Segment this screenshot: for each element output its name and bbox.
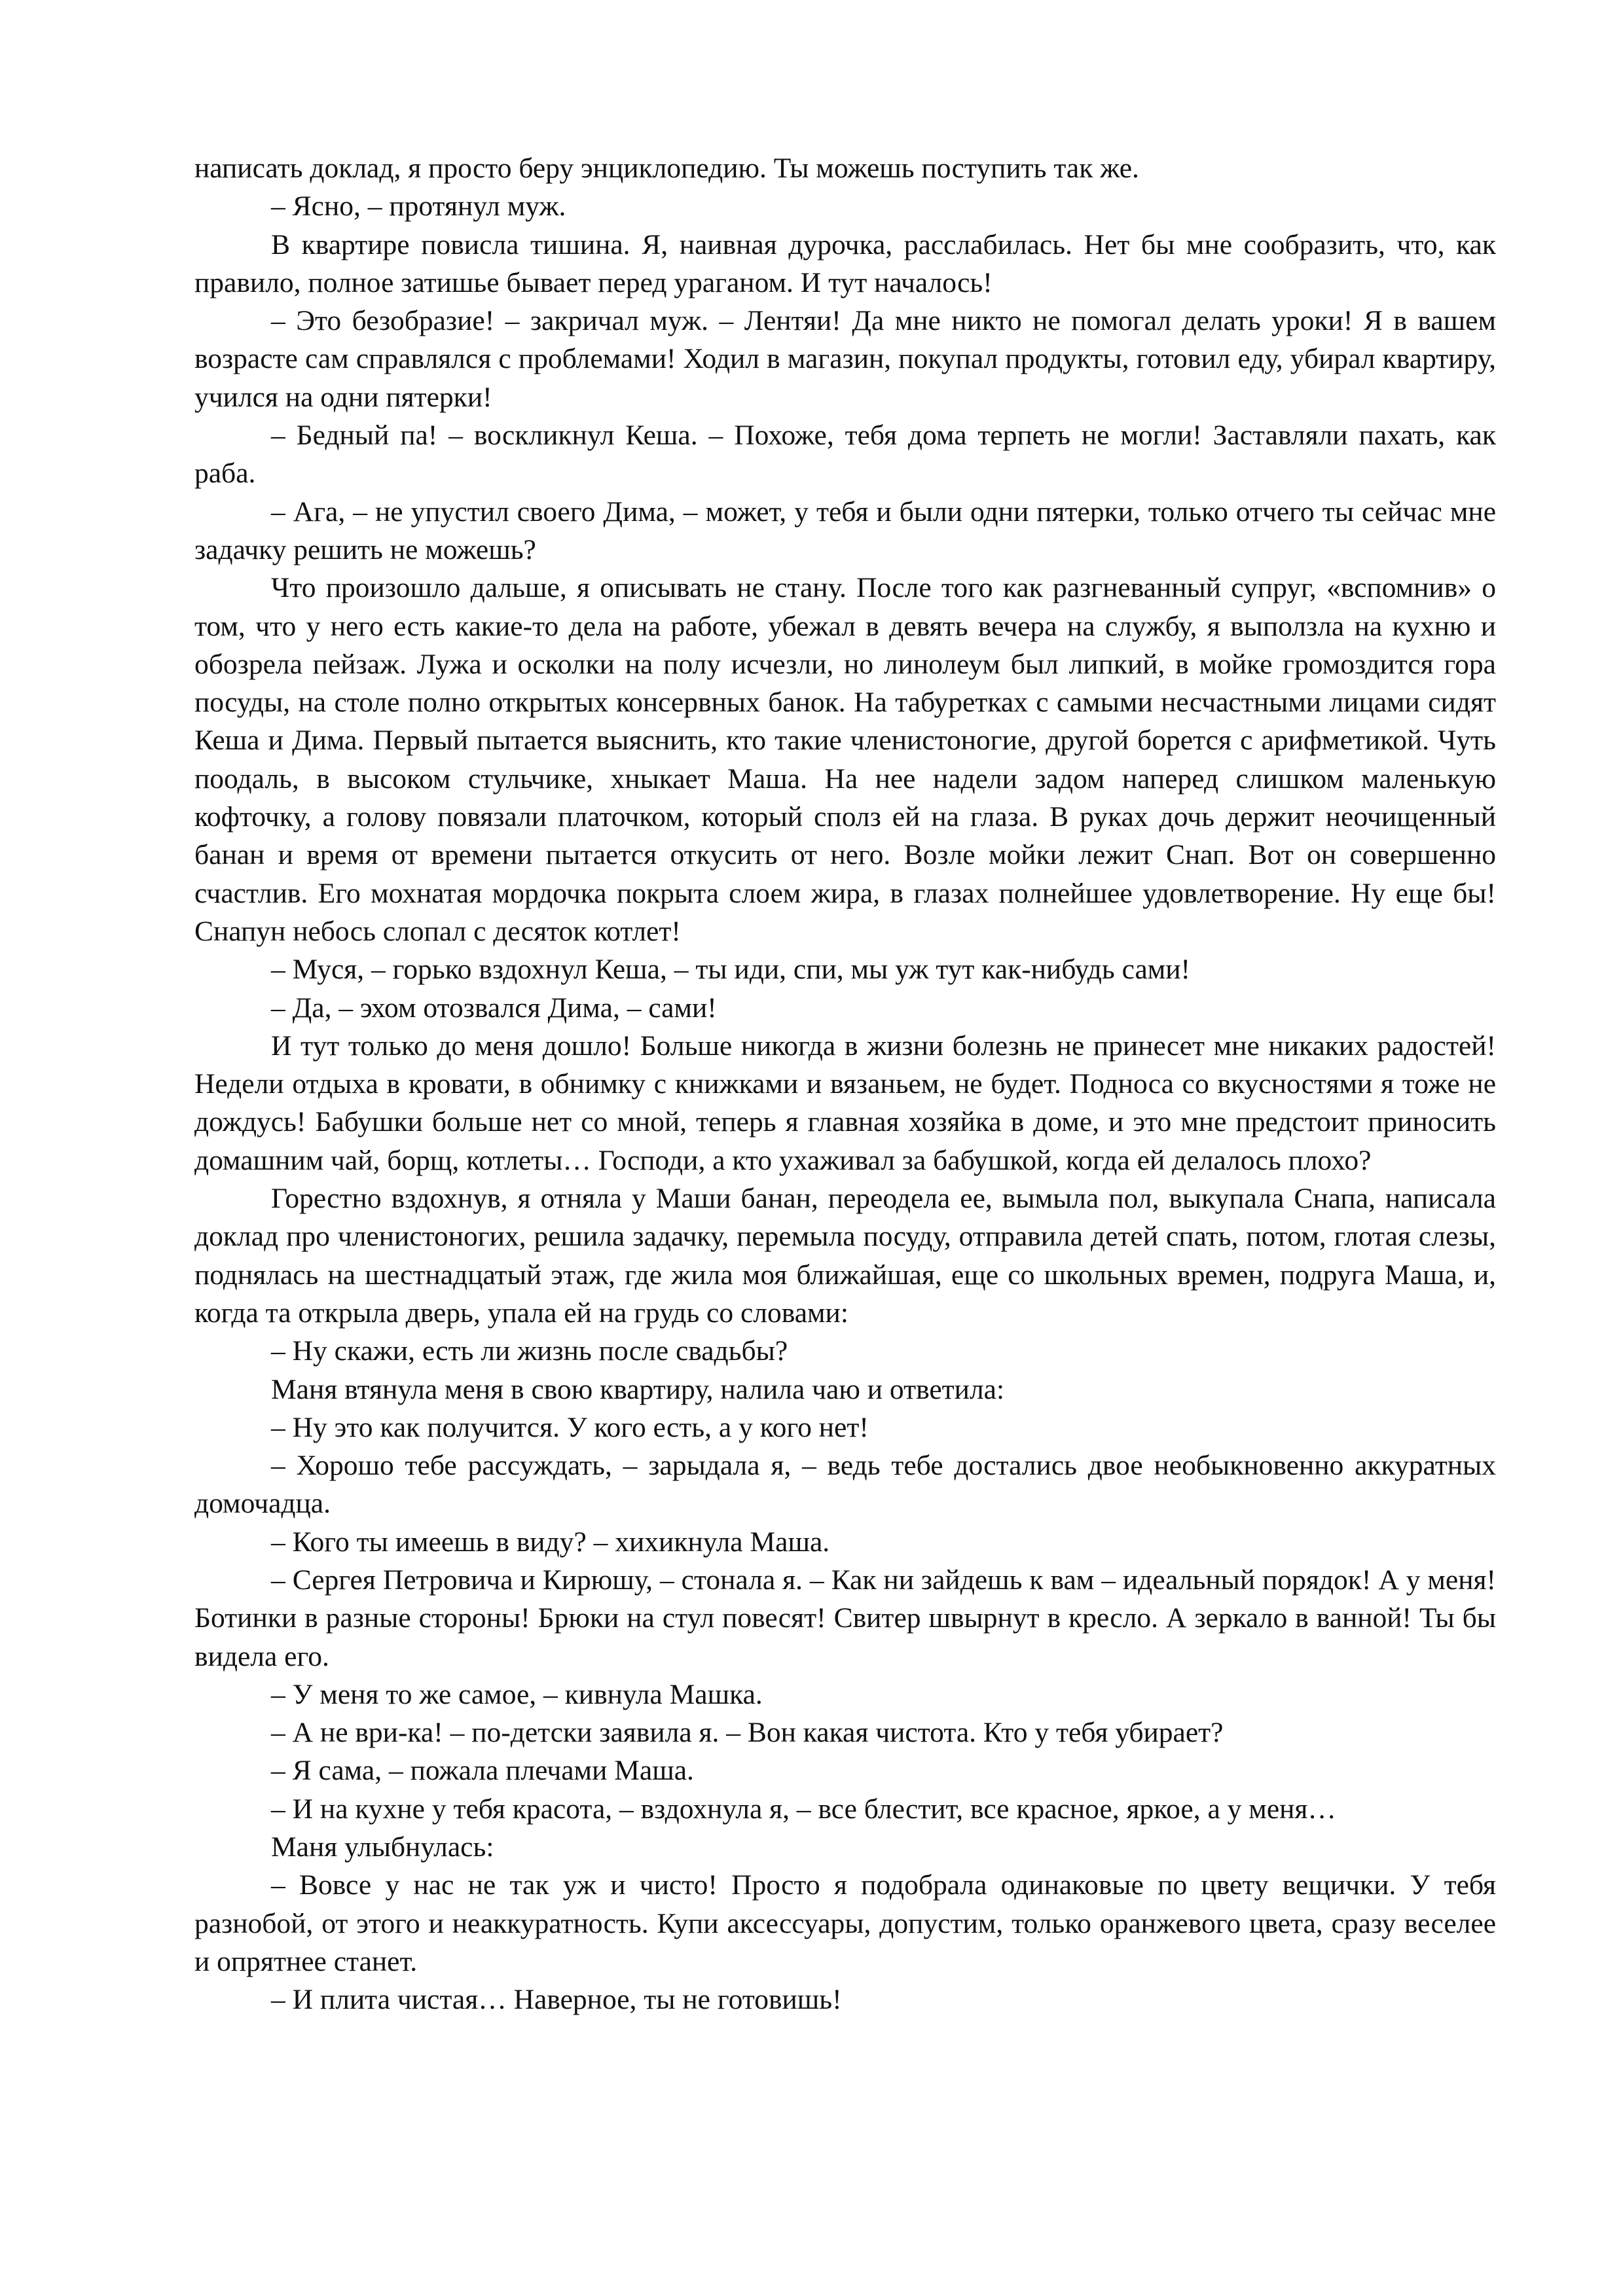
- paragraph: – Бедный па! – воскликнул Кеша. – Похоже, тебя дома терпеть не могли! Заставляли пахать, как раба.: [194, 420, 1496, 490]
- paragraph: – Кого ты имеешь в виду? – хихикнула Маша.: [271, 1526, 830, 1558]
- paragraph: написать доклад, я просто беру энциклопедию. Ты можешь поступить так же.: [194, 152, 1139, 184]
- paragraph: – Да, – эхом отозвался Дима, – сами!: [271, 992, 717, 1024]
- paragraph: Горестно вздохнув, я отняла у Маши банан, переодела ее, вымыла пол, выкупала Снапа, написала доклад про членистоногих, решила задачку, перемыла посуду, отправила детей спать, потом, глотая слезы, поднялась на шестнадцатый этаж, где жила моя ближайшая, еще со школьных времен, подруга Маша, и, когда та открыла дверь, упала ей на грудь со словами:: [194, 1183, 1496, 1329]
- paragraph: – Муся, – горько вздохнул Кеша, – ты иди, спи, мы уж тут как-нибудь сами!: [271, 954, 1191, 986]
- paragraph: – Ну это как получится. У кого есть, а у кого нет!: [271, 1411, 869, 1443]
- paragraph: – И на кухне у тебя красота, – вздохнула я, – все блестит, все красное, яркое, а у меня…: [271, 1793, 1336, 1825]
- paragraph: – Ясно, – протянул муж.: [271, 190, 566, 223]
- paragraph: – Вовсе у нас не так уж и чисто! Просто я подобрала одинаковые по цвету вещички. У тебя разнобой, от этого и неаккуратность. Купи аксессуары, допустим, только оранжевого цвета, сразу веселее и опрятнее станет.: [194, 1869, 1496, 1977]
- paragraph: – И плита чистая… Наверное, ты не готовишь!: [271, 1984, 842, 2016]
- paragraph: – Ну скажи, есть ли жизнь после свадьбы?: [271, 1335, 788, 1367]
- paragraph: Маня втянула меня в свою квартиру, налила чаю и ответила:: [271, 1373, 1005, 1405]
- paragraph: Что произошло дальше, я описывать не стану. После того как разгневанный супруг, «вспомнив» о том, что у него есть какие-то дела на работе, убежал в девять вечера на службу, я выползла на кухню и обозрела пейзаж. Лужа и осколки на полу исчезли, но линолеум был липкий, в мойке громоздится гора посуды, на столе полно открытых консервных банок. На табуретках с самыми несчастными лицами сидят Кеша и Дима. Первый пытается выяснить, кто такие членистоногие, другой борется с арифметикой. Чуть поодаль, в высоком стульчике, хныкает Маша. На нее надели задом наперед слишком маленькую кофточку, а голову повязали платочком, который сполз ей на глаза. В руках дочь держит неочищенный банан и время от времени пытается откусить от него. Возле мойки лежит Снап. Вот он совершенно счастлив. Его мохнатая мордочка покрыта слоем жира, в глазах полнейшее удовлетворение. Ну еще бы! Снапун небось слопал с десяток котлет!: [194, 572, 1496, 947]
- document-body: [194, 149, 1496, 2019]
- paragraph: В квартире повисла тишина. Я, наивная дурочка, расслабилась. Нет бы мне сообразить, что, как правило, полное затишье бывает перед ураганом. И тут началось!: [194, 228, 1496, 298]
- paragraph: Маня улыбнулась:: [271, 1831, 494, 1863]
- paragraph: – Хорошо тебе рассуждать, – зарыдала я, – ведь тебе достались двое необыкновенно аккуратных домочадца.: [194, 1450, 1496, 1520]
- paragraph: – Ага, – не упустил своего Дима, – может, у тебя и были одни пятерки, только отчего ты сейчас мне задачку решить не можешь?: [194, 495, 1496, 565]
- paragraph: – А не ври-ка! – по-детски заявила я. – Вон какая чистота. Кто у тебя убирает?: [271, 1717, 1224, 1749]
- paragraph: И тут только до меня дошло! Больше никогда в жизни болезнь не принесет мне никаких радостей! Недели отдыха в кровати, в обнимку с книжками и вязаньем, не будет. Подноса со вкусностями я тоже не дождусь! Бабушки больше нет со мной, теперь я главная хозяйка в доме, и это мне предстоит приносить домашним чай, борщ, котлеты… Господи, а кто ухаживал за бабушкой, когда ей делалось плохо?: [194, 1030, 1496, 1176]
- paragraph: – Сергея Петровича и Кирюшу, – стонала я. – Как ни зайдешь к вам – идеальный порядок! А у меня! Ботинки в разные стороны! Брюки на стул повесят! Свитер швырнут в кресло. А зеркало в ванной! Ты бы видела его.: [194, 1564, 1496, 1672]
- paragraph: – У меня то же самое, – кивнула Машка.: [271, 1678, 763, 1710]
- paragraph: – Это безобразие! – закричал муж. – Лентяи! Да мне никто не помогал делать уроки! Я в вашем возрасте сам справлялся с проблемами! Ходил в магазин, покупал продукты, готовил еду, убирал квартиру, учился на одни пятерки!: [194, 305, 1496, 413]
- paragraph: – Я сама, – пожала плечами Маша.: [271, 1755, 694, 1787]
